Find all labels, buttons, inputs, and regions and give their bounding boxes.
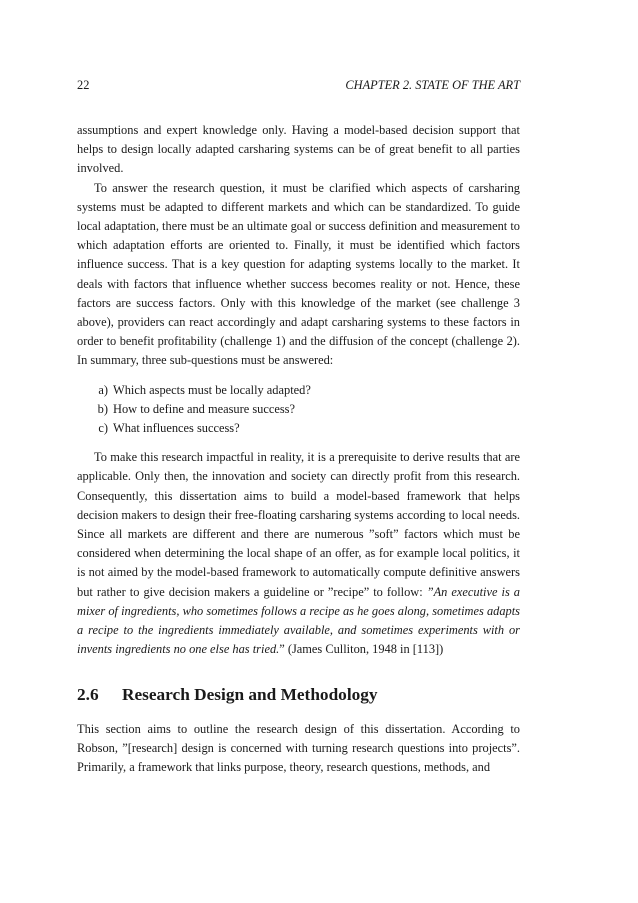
- body-text: [77, 121, 520, 777]
- sub-questions-list: [77, 381, 520, 439]
- culliton-quote: ”An executive is a mixer of ingredients, who sometimes follows a recipe as he goes along, sometimes adapts a recipe to the ingredients immediately available, and sometimes experiments with or invents ingredients no one else has tried.: [77, 584, 520, 657]
- quote-citation: ” (James Culliton, 1948 in [113]): [279, 642, 444, 657]
- list-item-text: Which aspects must be locally adapted?: [113, 382, 311, 397]
- list-marker: a): [98, 382, 108, 397]
- list-item: [94, 419, 520, 438]
- list-item: [94, 381, 520, 400]
- paragraph-impact: [77, 448, 520, 659]
- chapter-title: CHAPTER 2. STATE OF THE ART: [345, 78, 520, 92]
- paragraph-impact-text: To make this research impactful in reality, it is a prerequisite to derive results that are applicable. Only then, the innovation and society can directly profit from this research. Consequently, this dissertation aims to build a model-based framework that helps decision makers to design their free-floating carsharing systems according to local needs. Since all markets are different and there are numerous ”soft” factors which must be considered when determining the local shape of an offer, as for example local politics, it is not aimed by the model-based framework to automatically compute definitive answers but rather to give decision makers a guideline or ”recipe” to follow:: [77, 450, 520, 599]
- list-item-text: What influences success?: [113, 421, 240, 436]
- list-item: [94, 400, 520, 419]
- paragraph-research-design: This section aims to outline the research design of this dissertation. According to Robson, ”[research] design is concerned with turning research questions into projects”. Primarily, a framework that links purpose, theory, research questions, methods, and: [77, 721, 520, 775]
- page-number: 22: [77, 78, 90, 92]
- list-item-text: How to define and measure success?: [113, 401, 296, 416]
- list-marker: b): [97, 401, 108, 416]
- paragraph-continuation: assumptions and expert knowledge only. Having a model-based decision support that helps to design locally adapted carsharing systems can be of great benefit to all parties involved.: [77, 123, 520, 176]
- paragraph-research-question: To answer the research question, it must be clarified which aspects of carsharing systems must be adapted to different markets and which can be standardized. To guide local adaptation, there must be an ultimate goal or success definition and measurement to which adaptation efforts are oriented to. Finally, it must be identified which factors influence success. That is a key question for adapting systems locally to the market. It deals with factors that influence whether success becomes reality or not. Hence, these factors are success factors. Only with this knowledge of the market (see challenge 3 above), providers can react accordingly and adapt carsharing systems to these factors in order to benefit profitability (challenge 1) and the diffusion of the concept (challenge 2). In summary, three sub-questions must be answered:: [77, 180, 520, 368]
- section-number: 2.6: [77, 685, 99, 705]
- list-marker: c): [98, 421, 108, 436]
- section-title: Research Design and Methodology: [122, 685, 378, 705]
- running-header: [77, 78, 520, 93]
- section-heading: [77, 685, 520, 704]
